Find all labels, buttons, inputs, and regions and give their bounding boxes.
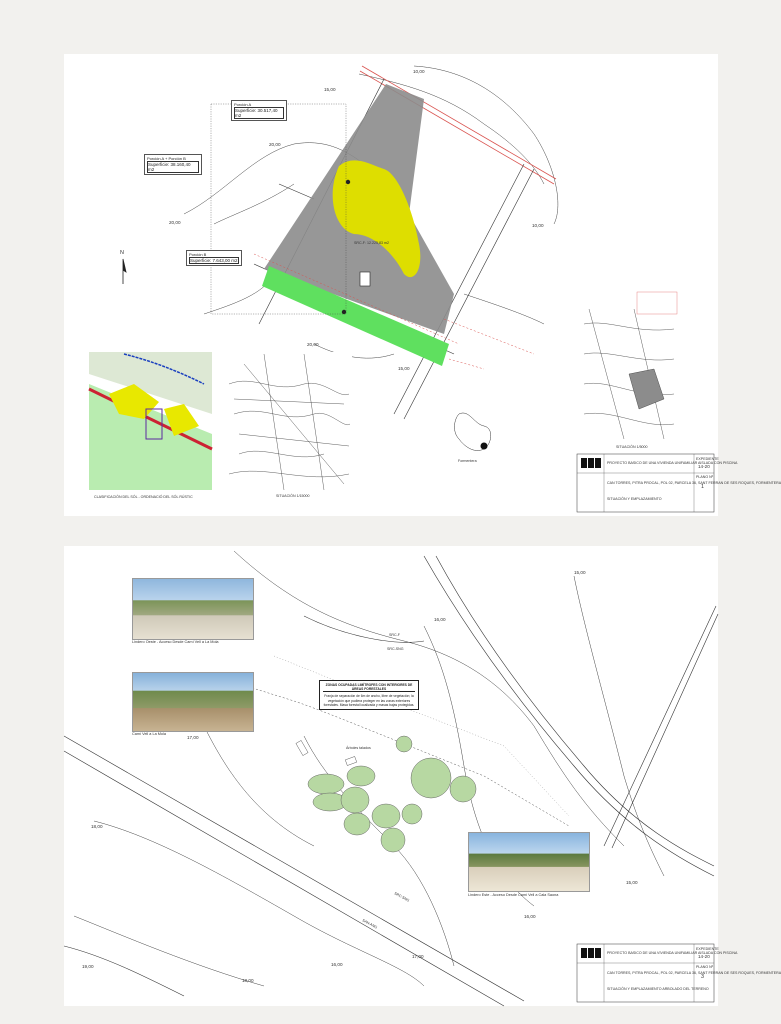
- road-label: SRC-SNG: [393, 891, 411, 903]
- photo-cami-vell-caption: Camí Vell a La Mola: [132, 732, 166, 736]
- address-text: CAN TORRES, PITRA PROCAL, POL 02, PARCELA 36, SANT FERRAN DE SES ROQUES, FORMENTERA: [607, 971, 781, 975]
- parcel-ab-area: Superficie: 38.160,40 m2: [147, 161, 199, 173]
- contour-label: 18,00: [242, 978, 254, 983]
- contour-label: 19,00: [82, 964, 94, 969]
- contour-label: 15,00: [324, 87, 336, 92]
- photo-east-caption: Lindero Este - Acceso Desde Camí Vell a Cala Saona: [468, 893, 559, 897]
- photo-west-caption: Lindero Oeste - Acceso Desde Camí Vell a La Mola: [132, 640, 219, 644]
- sheet-title: SITUACIÓN Y EMPLAZAMIENTO: [607, 497, 662, 501]
- contour-label: 10,00: [413, 69, 425, 74]
- forest-zone-legend: [319, 680, 419, 710]
- contour-label: 15,00: [574, 570, 586, 575]
- contour-label: 20,00: [307, 342, 319, 347]
- project-title: PROYECTO BASICO DE UNA VIVIENDA UNIFAMILIAR AISLADA CON PISCINA: [607, 461, 738, 465]
- plano-value: 3: [701, 974, 704, 980]
- trees-label: Árboles talados: [346, 746, 371, 750]
- inset-zoning-caption: CLASIFICACIÓN DEL SÓL - ORDENACIÓ DEL SÓL RÚSTIC: [94, 495, 193, 499]
- expediente-value: 14-20: [698, 464, 710, 469]
- srcf-label: SRC-F: 12.225,83 m2: [354, 241, 389, 245]
- photo-west-access: [132, 578, 254, 640]
- contour-label: 20,00: [169, 220, 181, 225]
- site-plan-drawing: [64, 54, 781, 516]
- contour-label: 10,00: [532, 223, 544, 228]
- photo-east-access: [468, 832, 590, 892]
- inset-zoning-map: [89, 352, 212, 490]
- inset-situation-caption: SITUACIÓN 1/15000: [276, 494, 310, 498]
- parcel-ab-box: [144, 154, 202, 175]
- expediente-label: EXPEDIENTE: [696, 457, 719, 461]
- plano-value: 1: [701, 484, 704, 490]
- road-label: SRC-F: [389, 633, 400, 637]
- island-label: Formentera: [458, 459, 477, 463]
- road-label: SRC-SNG: [387, 647, 404, 651]
- inset-right-map: [581, 292, 677, 441]
- parcel-a-title: Porción A: [234, 102, 252, 107]
- plano-label: PLANO Nº: [696, 965, 714, 969]
- plan-sheet-2: [64, 546, 781, 1006]
- contour-label: 17,00: [187, 735, 199, 740]
- legend-text: Franja de separación de 6m de ancho, libre de vegetación; la vegetación que pudiera proteger en las zonas exteriores forestales. Masa forestal localizada y masas bajas protegidas.: [323, 694, 415, 707]
- contour-label: 17,00: [412, 954, 424, 959]
- north-arrow-icon: [123, 259, 126, 284]
- road-label: SAN-ANG: [361, 918, 378, 930]
- parcel-b-title: Porción B: [189, 252, 207, 257]
- plan-sheet-1: [64, 54, 781, 516]
- tree-canopies: [308, 736, 476, 852]
- parcel-a-box: [231, 100, 287, 121]
- island-inset: [454, 413, 490, 451]
- contour-label: 16,00: [331, 962, 343, 967]
- plano-label: PLANO Nº: [696, 475, 714, 479]
- parcel-a-area: Superficie: 30.517,40 m2: [234, 107, 284, 119]
- project-title: PROYECTO BASICO DE UNA VIVIENDA UNIFAMILIAR AISLADA CON PISCINA: [607, 951, 738, 955]
- contour-label: 15,00: [398, 366, 410, 371]
- contour-label: 18,00: [91, 824, 103, 829]
- contour-label: 15,00: [626, 880, 638, 885]
- north-label: N: [120, 250, 124, 256]
- inset-right-caption: SITUACIÓN 1/5000: [616, 445, 648, 449]
- contour-label: 16,00: [524, 914, 536, 919]
- expediente-value: 14-20: [698, 954, 710, 959]
- inset-situation-map: [226, 352, 352, 492]
- parcel-ab-title: Porción A + Porción B: [147, 156, 186, 161]
- contour-label: 20,00: [269, 142, 281, 147]
- parcel-b-area: Superficie: 7.643,00 m2: [190, 258, 238, 263]
- address-text: CAN TORRES, PITRA PROCAL, POL 02, PARCELA 36, SANT FERRAN DE SES ROQUES, FORMENTERA: [607, 481, 781, 485]
- photo-cami-vell: [132, 672, 254, 732]
- legend-title: ZONAS OCUPADAS LIMÍTROFES CON INTERIORES DE ÁREAS FORESTALES: [323, 683, 415, 692]
- parcel-b-box: [186, 250, 242, 266]
- contour-label: 16,00: [434, 617, 446, 622]
- expediente-label: EXPEDIENTE: [696, 947, 719, 951]
- sheet-title: SITUACIÓN Y EMPLAZAMIENTO ARBOLADO DEL TERRENO: [607, 987, 709, 991]
